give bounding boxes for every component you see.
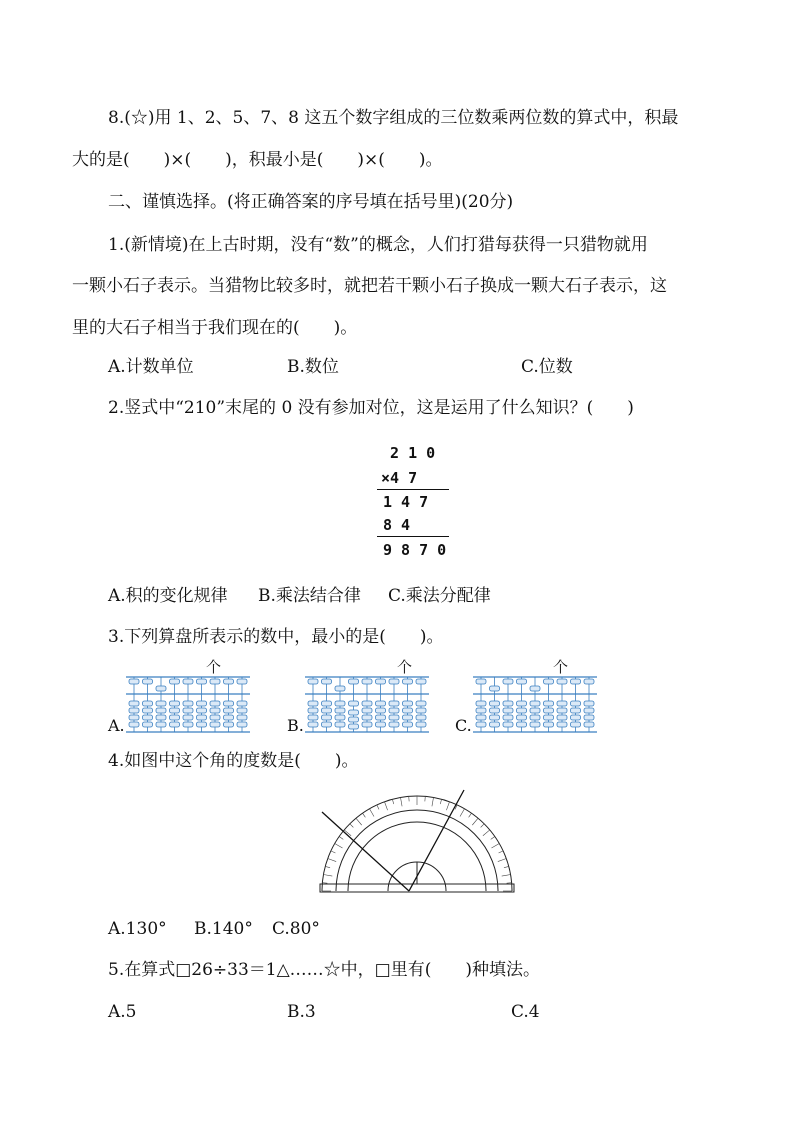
abacus-bead — [210, 708, 220, 713]
abacus-bead — [349, 679, 359, 684]
abacus-bead — [224, 722, 234, 727]
vm-rule-2 — [377, 536, 449, 537]
abacus-bead — [476, 722, 486, 727]
abacus-a-ones-marker: 个 — [206, 658, 222, 676]
abacus-bead — [129, 679, 139, 684]
abacus-bead — [544, 708, 554, 713]
abacus-bead — [584, 715, 594, 720]
abacus-bead — [308, 715, 318, 720]
abacus-bead — [335, 686, 345, 691]
abacus-b — [305, 674, 429, 734]
q5-option-a: A.5 — [108, 1002, 137, 1022]
abacus-bead — [544, 701, 554, 706]
abacus-bead — [403, 679, 413, 684]
q2-option-c: C.乘法分配律 — [388, 586, 491, 606]
abacus-bead — [156, 701, 166, 706]
protractor-tick — [432, 797, 434, 806]
abacus-bead — [476, 701, 486, 706]
protractor-tick — [491, 837, 495, 840]
q4-question: 4.如图中这个角的度数是( )。 — [108, 751, 359, 771]
abacus-c — [473, 674, 597, 734]
abacus-bead — [170, 708, 180, 713]
abacus-bead — [517, 708, 527, 713]
abacus-bead — [210, 715, 220, 720]
abacus-bead — [210, 722, 220, 727]
abacus-bead — [210, 701, 220, 706]
abacus-bead — [183, 722, 193, 727]
abacus-bead — [129, 708, 139, 713]
abacus-bead — [416, 679, 426, 684]
abacus-b-label: B. — [287, 716, 304, 735]
abacus-bead — [197, 722, 207, 727]
abacus-bead — [349, 717, 359, 722]
abacus-bead — [376, 701, 386, 706]
abacus-bead — [403, 715, 413, 720]
abacus-a-label: A. — [108, 716, 125, 735]
abacus-b-beads — [308, 677, 426, 732]
abacus-bead — [322, 722, 332, 727]
q1-option-c: C.位数 — [521, 357, 573, 377]
abacus-bead — [416, 708, 426, 713]
abacus-bead — [403, 708, 413, 713]
abacus-bead — [517, 701, 527, 706]
abacus-bead — [349, 710, 359, 715]
abacus-bead — [571, 701, 581, 706]
abacus-bead — [389, 715, 399, 720]
vm-rule-1 — [377, 489, 449, 490]
abacus-bead — [376, 722, 386, 727]
abacus-bead — [197, 715, 207, 720]
angle-ray-left — [322, 812, 409, 891]
abacus-bead — [503, 722, 513, 727]
protractor-tick — [401, 797, 403, 806]
abacus-bead — [335, 708, 345, 713]
abacus-bead — [530, 701, 540, 706]
q4-option-b: B.140° — [194, 919, 253, 939]
abacus-bead — [376, 708, 386, 713]
protractor-tick — [483, 830, 490, 836]
protractor-tick — [392, 799, 393, 804]
abacus-bead — [517, 722, 527, 727]
q1-line-3: 里的大石子相当于我们现在的( )。 — [72, 318, 358, 338]
abacus-bead — [224, 708, 234, 713]
q5-option-c: C.4 — [511, 1002, 540, 1022]
q8-line-2: 大的是( )×( )，积最小是( )×( )。 — [72, 150, 443, 170]
abacus-bead — [490, 722, 500, 727]
abacus-bead — [322, 715, 332, 720]
abacus-bead — [416, 722, 426, 727]
abacus-bead — [308, 679, 318, 684]
abacus-bead — [224, 715, 234, 720]
protractor-tick — [328, 859, 336, 862]
abacus-bead — [335, 701, 345, 706]
abacus-a — [126, 674, 250, 734]
abacus-bead — [517, 715, 527, 720]
abacus-bead — [170, 679, 180, 684]
protractor-tick — [370, 809, 375, 817]
abacus-bead — [143, 722, 153, 727]
abacus-bead — [129, 715, 139, 720]
vm-row-multiplier: ×4 7 — [381, 469, 418, 487]
abacus-bead — [544, 722, 554, 727]
abacus-bead — [308, 708, 318, 713]
abacus-bead — [170, 722, 180, 727]
protractor-tick — [504, 866, 509, 867]
abacus-bead — [197, 679, 207, 684]
abacus-bead — [170, 715, 180, 720]
abacus-bead — [557, 701, 567, 706]
q2-option-b: B.乘法结合律 — [258, 586, 361, 606]
abacus-bead — [530, 715, 540, 720]
abacus-bead — [237, 715, 247, 720]
protractor-tick — [498, 859, 506, 862]
q1-option-a: A.计数单位 — [108, 357, 194, 377]
protractor-base — [320, 884, 514, 892]
abacus-bead — [389, 701, 399, 706]
abacus-bead — [544, 715, 554, 720]
abacus-bead — [544, 679, 554, 684]
q2-question: 2.竖式中“210”末尾的 0 没有参加对位，这是运用了什么知识？( ) — [108, 398, 634, 418]
abacus-bead — [490, 686, 500, 691]
abacus-c-label: C. — [455, 716, 472, 735]
abacus-bead — [490, 715, 500, 720]
abacus-bead — [376, 679, 386, 684]
abacus-bead — [403, 701, 413, 706]
vm-row-multiplicand: 2 1 0 — [381, 444, 436, 462]
vm-row-partial-2: 8 4 — [383, 516, 411, 534]
abacus-bead — [197, 701, 207, 706]
protractor-tick — [325, 866, 330, 867]
abacus-bead — [224, 701, 234, 706]
abacus-bead — [197, 708, 207, 713]
q8-line-1: 8.(☆)用 1、2、5、7、8 这五个数字组成的三位数乘两位数的算式中，积最 — [108, 108, 679, 128]
abacus-bead — [156, 708, 166, 713]
abacus-bead — [503, 708, 513, 713]
protractor-tick — [446, 802, 449, 810]
abacus-bead — [476, 715, 486, 720]
abacus-bead — [389, 679, 399, 684]
abacus-bead — [503, 679, 513, 684]
abacus-bead — [530, 722, 540, 727]
abacus-bead — [376, 715, 386, 720]
abacus-bead — [517, 679, 527, 684]
q3-question: 3.下列算盘所表示的数中，最小的是( )。 — [108, 627, 444, 647]
abacus-bead — [349, 701, 359, 706]
abacus-bead — [308, 722, 318, 727]
abacus-bead — [156, 686, 166, 691]
abacus-bead — [557, 715, 567, 720]
abacus-bead — [143, 679, 153, 684]
abacus-bead — [156, 722, 166, 727]
protractor-tick — [335, 844, 343, 849]
abacus-bead — [476, 679, 486, 684]
protractor-tick — [323, 875, 332, 877]
section-2-heading: 二、谨慎选择。(将正确答案的序号填在括号里)(20分) — [108, 192, 514, 212]
protractor-tick — [356, 818, 362, 825]
protractor-tick — [385, 802, 388, 810]
abacus-bead — [557, 679, 567, 684]
protractor-tick — [460, 809, 465, 817]
abacus-bead — [237, 708, 247, 713]
abacus-bead — [584, 701, 594, 706]
abacus-bead — [322, 708, 332, 713]
protractor-tick — [440, 799, 441, 804]
abacus-bead — [403, 722, 413, 727]
abacus-bead — [389, 722, 399, 727]
q1-line-1: 1.(新情境)在上古时期，没有“数”的概念，人们打猎每获得一只猎物就用 — [108, 235, 648, 255]
abacus-bead — [224, 679, 234, 684]
angle-ray-right — [409, 790, 464, 891]
q5-question: 5.在算式□26÷33＝1△……☆中，□里有( )种填法。 — [108, 960, 541, 980]
abacus-bead — [490, 708, 500, 713]
abacus-bead — [237, 722, 247, 727]
abacus-bead — [416, 715, 426, 720]
abacus-bead — [335, 722, 345, 727]
abacus-bead — [143, 715, 153, 720]
abacus-bead — [571, 715, 581, 720]
protractor-tick — [377, 805, 379, 810]
abacus-c-ones-marker: 个 — [553, 658, 569, 676]
abacus-bead — [571, 722, 581, 727]
q2-option-a: A.积的变化规律 — [108, 586, 228, 606]
abacus-bead — [503, 715, 513, 720]
abacus-bead — [237, 701, 247, 706]
abacus-a-beads — [129, 677, 247, 732]
abacus-bead — [362, 701, 372, 706]
abacus-bead — [584, 708, 594, 713]
abacus-b-ones-marker: 个 — [397, 658, 413, 676]
protractor-tick — [499, 851, 504, 853]
abacus-bead — [210, 679, 220, 684]
abacus-bead — [349, 724, 359, 729]
protractor-tick — [469, 813, 472, 817]
protractor-tick — [502, 875, 511, 877]
protractor-tick — [481, 824, 485, 828]
abacus-bead — [557, 722, 567, 727]
abacus-bead — [156, 715, 166, 720]
q1-line-2: 一颗小石子表示。当猎物比较多时，就把若干颗小石子换成一颗大石子表示，这 — [72, 276, 667, 296]
abacus-bead — [571, 679, 581, 684]
abacus-bead — [183, 701, 193, 706]
abacus-bead — [416, 701, 426, 706]
abacus-bead — [322, 701, 332, 706]
abacus-bead — [183, 715, 193, 720]
q5-option-b: B.3 — [287, 1002, 316, 1022]
q4-option-c: C.80° — [272, 919, 320, 939]
vm-row-partial-1: 1 4 7 — [383, 493, 429, 511]
protractor-tick — [350, 824, 354, 828]
abacus-bead — [143, 708, 153, 713]
abacus-bead — [335, 715, 345, 720]
abacus-c-beads — [476, 677, 594, 732]
abacus-bead — [170, 701, 180, 706]
abacus-bead — [143, 701, 153, 706]
abacus-bead — [503, 701, 513, 706]
abacus-bead — [362, 715, 372, 720]
abacus-bead — [584, 722, 594, 727]
abacus-bead — [322, 679, 332, 684]
abacus-bead — [362, 708, 372, 713]
vm-row-product: 9 8 7 0 — [383, 541, 447, 559]
abacus-bead — [183, 679, 193, 684]
protractor-tick — [363, 813, 366, 817]
q4-option-a: A.130° — [108, 919, 167, 939]
protractor-diagram — [318, 788, 518, 898]
protractor-tick — [339, 837, 343, 840]
abacus-bead — [362, 722, 372, 727]
protractor-tick — [491, 844, 499, 849]
abacus-bead — [308, 701, 318, 706]
abacus-bead — [584, 679, 594, 684]
protractor-tick — [472, 818, 478, 825]
abacus-bead — [530, 686, 540, 691]
q1-option-b: B.数位 — [287, 357, 339, 377]
protractor-tick — [331, 851, 336, 853]
abacus-bead — [557, 708, 567, 713]
abacus-bead — [571, 708, 581, 713]
abacus-bead — [362, 679, 372, 684]
abacus-bead — [129, 722, 139, 727]
abacus-bead — [490, 701, 500, 706]
abacus-bead — [183, 708, 193, 713]
abacus-bead — [530, 708, 540, 713]
abacus-bead — [389, 708, 399, 713]
abacus-bead — [476, 708, 486, 713]
abacus-bead — [237, 679, 247, 684]
abacus-bead — [129, 701, 139, 706]
